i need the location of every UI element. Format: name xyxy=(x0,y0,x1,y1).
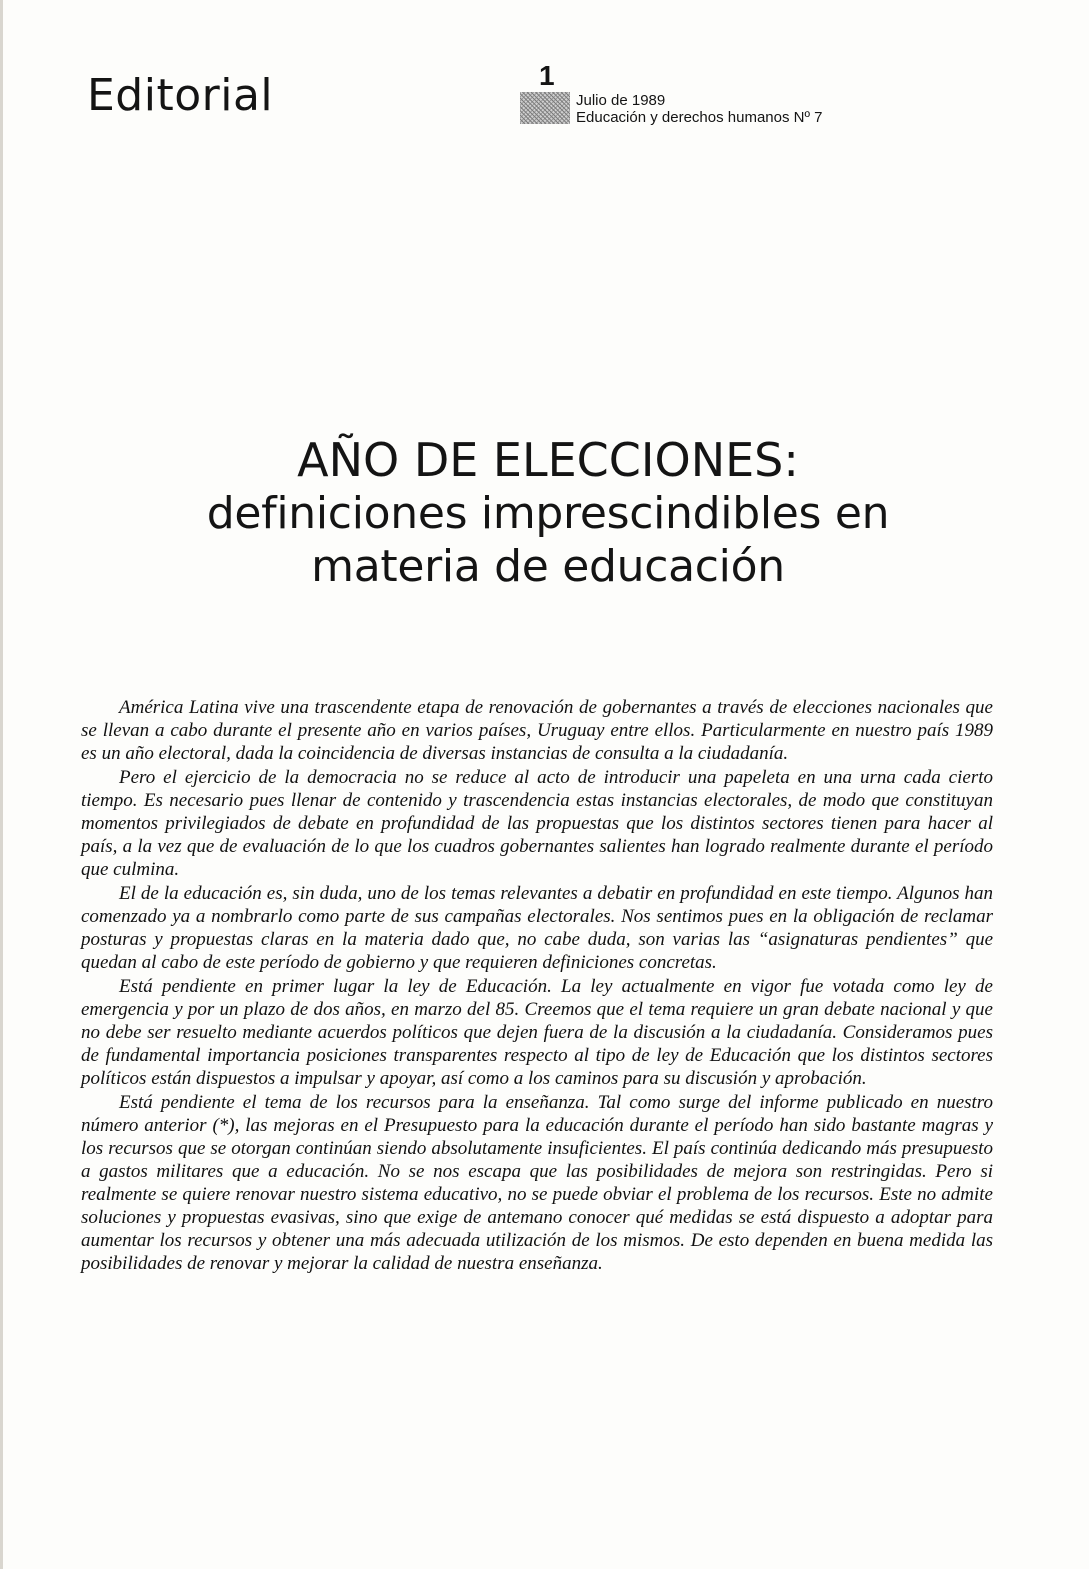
paragraph: Está pendiente el tema de los recursos para la enseñanza. Tal como surge del informe publicado en nuestro número anterior (*), las mejoras en el Presupuesto para la educación durante el período han sido bastante magras y los recursos que se otorgan continúan siendo absolutamente insuficientes. El país continúa dedicando más presupuesto a gastos militares que a educación. No se nos escapa que las posibilidades de mejora son restringidas. Pero si realmente se quiere renovar nuestro sistema educativo, no se puede obviar el problema de los recursos. Este no admite soluciones y propuestas evasivas, sino que exige de antemano conocer qué medidas se está dispuesto a adoptar para aumentar los recursos y obtener una más adecuada utilización de los mismos. De esto dependen en buena medida las posibilidades de renovar y mejorar la calidad de nuestra enseñanza. xyxy=(81,1092,993,1274)
page-number: 1 xyxy=(539,60,555,91)
paragraph: Pero el ejercicio de la democracia no se reduce al acto de introducir una papeleta en una urna cada cierto tiempo. Es necesario pues llenar de contenido y trascendencia estas instancias electorales, de modo que constituyan momentos privilegiados de debate en profundidad de las propuestas que los distintos sectores tienen para hacer al país, a la vez que de evaluación de lo que los cuadros gobernantes salientes han logrado realmente durante el período que culmina. xyxy=(81,767,993,880)
section-label: Editorial xyxy=(87,70,274,121)
paragraph: América Latina vive una trascendente etapa de renovación de gobernantes a través de elecciones nacionales que se llevan a cabo durante el presente año en varios países, Uruguay entre ellos. Particularmente en nuestro país 1989 es un año electoral, dada la coincidencia de diversas instancias de consulta a la ciudadanía. xyxy=(81,697,993,764)
title-line-1: AÑO DE ELECCIONES: xyxy=(297,433,799,487)
publication-name: Educación y derechos humanos Nº 7 xyxy=(576,109,823,126)
title-line-3: materia de educación xyxy=(311,541,785,592)
halftone-pattern-block xyxy=(520,92,570,124)
title-line-2: definiciones imprescindibles en xyxy=(206,488,890,539)
issue-date: Julio de 1989 xyxy=(576,92,666,109)
article-title xyxy=(63,432,1033,594)
paragraph: Está pendiente en primer lugar la ley de Educación. La ley actualmente en vigor fue votada como ley de emergencia y por un plazo de dos años, en marzo del 85. Creemos que el tema requiere un gran debate nacional y que no debe ser resuelto mediante acuerdos políticos que dejen fuera de la discusión a la ciudadanía. Consideramos pues de fundamental importancia posiciones transparentes respecto al tipo de ley de Educación que los distintos sectores políticos están dispuestos a impulsar y apoyar, así como a los caminos para su discusión y aprobación. xyxy=(81,976,993,1089)
issue-meta xyxy=(576,92,822,126)
paragraph: El de la educación es, sin duda, uno de los temas relevantes a debatir en profundidad en este tiempo. Algunos han comenzado ya a nombrarlo como parte de sus campañas electorales. Nos sentimos pues en la obligación de reclamar posturas y propuestas claras en la materia dado que, no cabe duda, son varias las “asignaturas pendientes” que quedan al cabo de este período de gobierno y que requieren definiciones concretas. xyxy=(81,883,993,973)
article-body xyxy=(81,696,993,1276)
